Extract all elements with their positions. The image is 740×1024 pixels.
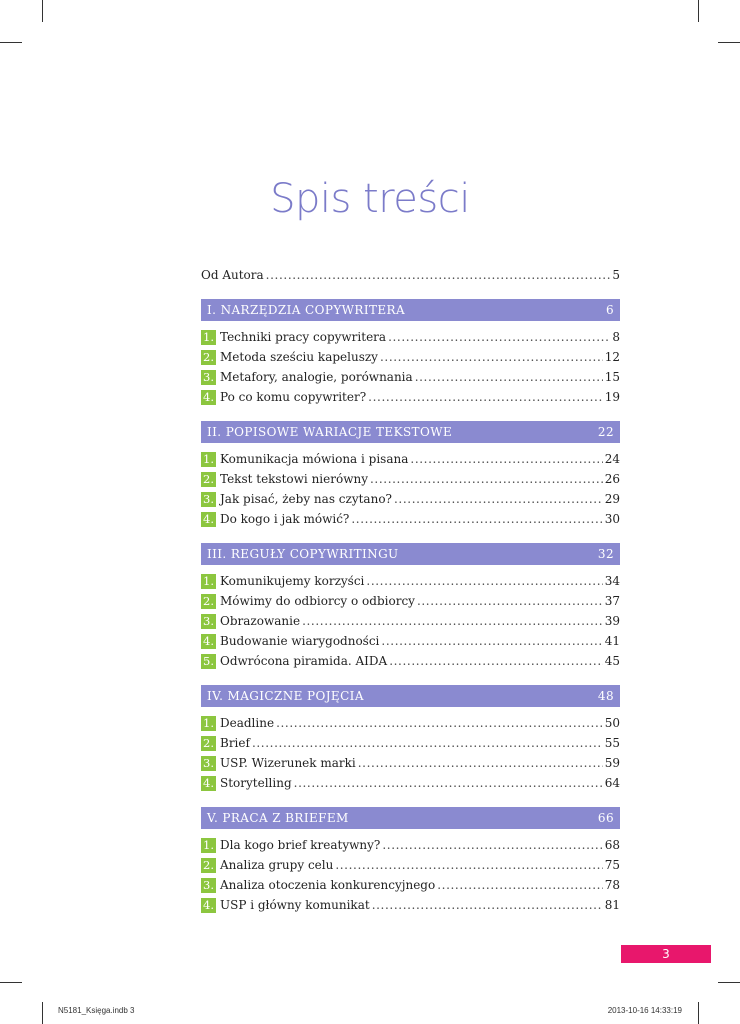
toc-entry-label: Do kogo i jak mówić? [220, 512, 350, 526]
section-title: I. NARZĘDZIA COPYWRITERA [207, 303, 406, 317]
toc-entry-label: Tekst tekstowi nierówny [220, 472, 368, 486]
toc-entry-label: Komunikacja mówiona i pisana [220, 452, 409, 466]
toc-entry-label: Odwrócona piramida. AIDA [220, 654, 388, 668]
toc-entry-number: 3. [201, 492, 216, 507]
dot-leader [302, 611, 603, 631]
slug-file: N5181_Księga.indb 3 [58, 1006, 135, 1015]
toc-entry-label-wrap [201, 713, 274, 733]
toc-entry-page: 8 [612, 330, 620, 344]
toc-entry-page: 55 [604, 736, 620, 750]
toc-entry-label-wrap [201, 469, 368, 489]
toc-entry-label-wrap [201, 449, 408, 469]
toc-entry-label-wrap [201, 773, 292, 793]
toc-entry[interactable] [201, 773, 620, 793]
toc-entry[interactable] [201, 347, 620, 367]
toc-entry-number: 3. [201, 756, 216, 771]
toc-entry-label: Analiza otoczenia konkurencyjnego [220, 878, 436, 892]
crop-mark-bottom-left [42, 1002, 43, 1024]
toc-entry-number: 4. [201, 776, 216, 791]
toc-entry-label-wrap [201, 367, 413, 387]
dot-leader [294, 773, 603, 793]
toc-entry[interactable] [201, 651, 620, 671]
toc-entry-page: 24 [604, 452, 620, 466]
toc-entry[interactable] [201, 631, 620, 651]
toc-entry[interactable] [201, 753, 620, 773]
toc-entry-label: USP i główny komunikat [220, 898, 370, 912]
toc-entry-number: 4. [201, 390, 216, 405]
toc-entry-page: 30 [604, 512, 620, 526]
toc-entry-number: 5. [201, 654, 216, 669]
section-title: IV. MAGICZNE POJĘCIA [207, 689, 364, 703]
crop-mark-top-right [698, 0, 699, 22]
toc-entry-number: 3. [201, 370, 216, 385]
toc-entry-label-wrap [201, 753, 356, 773]
toc-entry[interactable] [201, 855, 620, 875]
dot-leader [366, 571, 602, 591]
toc-entry-number: 1. [201, 330, 216, 345]
toc-entry-label-wrap [201, 571, 364, 591]
toc-entry-label: USP. Wizerunek marki [220, 756, 356, 770]
toc-entry[interactable] [201, 367, 620, 387]
table-of-contents [201, 265, 620, 915]
dot-leader [415, 367, 603, 387]
toc-entry-page: 41 [604, 634, 620, 648]
toc-entry-number: 2. [201, 472, 216, 487]
toc-entry-number: 4. [201, 512, 216, 527]
toc-entry[interactable] [201, 449, 620, 469]
crop-mark-top-left-h [0, 42, 22, 43]
dot-leader [394, 489, 603, 509]
toc-entry-label: Techniki pracy copywritera [220, 330, 387, 344]
toc-entry[interactable] [201, 387, 620, 407]
toc-entry[interactable] [201, 835, 620, 855]
toc-entry-page: 78 [604, 878, 620, 892]
toc-entry-label-wrap [201, 855, 333, 875]
toc-entry[interactable] [201, 489, 620, 509]
toc-entry-page: 75 [604, 858, 620, 872]
toc-entry-page: 12 [604, 350, 620, 364]
toc-entry-number: 1. [201, 838, 216, 853]
toc-entry[interactable] [201, 713, 620, 733]
toc-entry-label: Dla kogo brief kreatywny? [220, 838, 381, 852]
toc-entry-label: Metafory, analogie, porównania [220, 370, 413, 384]
toc-entry-page: 5 [612, 268, 620, 282]
crop-mark-top-right-h [718, 42, 740, 43]
toc-entry-number: 2. [201, 594, 216, 609]
slug-timestamp: 2013-10-16 14:33:19 [607, 1006, 682, 1015]
toc-entry-page: 37 [604, 594, 620, 608]
dot-leader [351, 509, 602, 529]
toc-entry-label-wrap [201, 489, 392, 509]
toc-entry-label-wrap [201, 611, 300, 631]
toc-entry-page: 50 [604, 716, 620, 730]
section-page: 48 [597, 689, 614, 703]
dot-leader [372, 895, 603, 915]
dot-leader [370, 469, 603, 489]
dot-leader [335, 855, 602, 875]
toc-entry-label: Storytelling [220, 776, 292, 790]
toc-entry-page: 81 [604, 898, 620, 912]
section-title: III. REGUŁY COPYWRITINGU [207, 547, 399, 561]
toc-entry-label: Po co komu copywriter? [220, 390, 367, 404]
toc-entry-label: Obrazowanie [220, 614, 301, 628]
toc-entry[interactable] [201, 611, 620, 631]
toc-entry-page: 34 [604, 574, 620, 588]
toc-entry-number: 2. [201, 736, 216, 751]
toc-entry-number: 4. [201, 898, 216, 913]
section-title: II. POPISOWE WARIACJE TEKSTOWE [207, 425, 453, 439]
page-number-badge: 3 [621, 945, 711, 963]
crop-mark-bottom-right [698, 1002, 699, 1024]
dot-leader [382, 835, 602, 855]
toc-entry[interactable] [201, 733, 620, 753]
toc-entry-label: Brief [220, 736, 250, 750]
toc-entry-label-wrap [201, 895, 370, 915]
toc-entry-number: 2. [201, 350, 216, 365]
toc-entry-label: Komunikujemy korzyści [220, 574, 365, 588]
crop-mark-bottom-right-h [718, 982, 740, 983]
toc-entry-number: 1. [201, 452, 216, 467]
toc-entry[interactable] [201, 509, 620, 529]
crop-mark-top-left [42, 0, 43, 22]
toc-entry[interactable] [201, 895, 620, 915]
dot-leader [266, 265, 611, 285]
toc-entry-label: Jak pisać, żeby nas czytano? [220, 492, 392, 506]
section-page: 32 [597, 547, 614, 561]
toc-entry-label-wrap [201, 509, 349, 529]
toc-entry-page: 39 [604, 614, 620, 628]
dot-leader [417, 591, 603, 611]
section-header[interactable] [201, 421, 620, 443]
toc-entry-number: 1. [201, 716, 216, 731]
toc-entry[interactable] [201, 875, 620, 895]
toc-entry-label-wrap [201, 387, 366, 407]
dot-leader [381, 631, 602, 651]
toc-entry[interactable] [201, 469, 620, 489]
section-header[interactable] [201, 543, 620, 565]
toc-entry-label: Mówimy do odbiorcy o odbiorcy [220, 594, 415, 608]
toc-entry-label-wrap [201, 875, 435, 895]
toc-entry-label-wrap [201, 591, 415, 611]
section-title: V. PRACA Z BRIEFEM [207, 811, 349, 825]
toc-entry-label: Deadline [220, 716, 275, 730]
toc-entry-label: Metoda sześciu kapeluszy [220, 350, 378, 364]
section-header[interactable] [201, 299, 620, 321]
toc-entry-label-wrap [201, 347, 378, 367]
dot-leader [358, 753, 603, 773]
dot-leader [380, 347, 603, 367]
toc-entry-page: 45 [604, 654, 620, 668]
toc-entry[interactable] [201, 591, 620, 611]
toc-entry-number: 3. [201, 878, 216, 893]
dot-leader [276, 713, 603, 733]
toc-entry-number: 1. [201, 574, 216, 589]
section-page: 6 [605, 303, 614, 317]
toc-entry-label: Budowanie wiarygodności [220, 634, 380, 648]
toc-entry-label-wrap [201, 651, 387, 671]
toc-entry-intro[interactable] [201, 265, 620, 285]
section-page: 22 [597, 425, 614, 439]
dot-leader [368, 387, 603, 407]
dot-leader [410, 449, 602, 469]
dot-leader [388, 327, 610, 347]
toc-entry-label-wrap [201, 835, 380, 855]
section-page: 66 [597, 811, 614, 825]
toc-entry[interactable] [201, 571, 620, 591]
toc-entry-label: Analiza grupy celu [220, 858, 334, 872]
toc-entry-page: 68 [604, 838, 620, 852]
toc-entry-page: 64 [604, 776, 620, 790]
toc-entry-label-wrap [201, 733, 250, 753]
toc-entry[interactable] [201, 327, 620, 347]
toc-entry-page: 29 [604, 492, 620, 506]
toc-entry-page: 15 [604, 370, 620, 384]
toc-entry-page: 59 [604, 756, 620, 770]
toc-entry-page: 26 [604, 472, 620, 486]
toc-entry-label-wrap [201, 327, 386, 347]
section-header[interactable] [201, 685, 620, 707]
toc-entry-number: 3. [201, 614, 216, 629]
page-title: Spis treści [270, 176, 470, 222]
toc-entry-label: Od Autora [201, 268, 264, 282]
toc-entry-number: 4. [201, 634, 216, 649]
toc-entry-number: 2. [201, 858, 216, 873]
section-header[interactable] [201, 807, 620, 829]
toc-entry-page: 19 [604, 390, 620, 404]
crop-mark-bottom-left-h [0, 982, 22, 983]
dot-leader [437, 875, 603, 895]
dot-leader [252, 733, 603, 753]
dot-leader [389, 651, 603, 671]
toc-entry-label-wrap [201, 631, 379, 651]
toc-sections [201, 299, 620, 915]
